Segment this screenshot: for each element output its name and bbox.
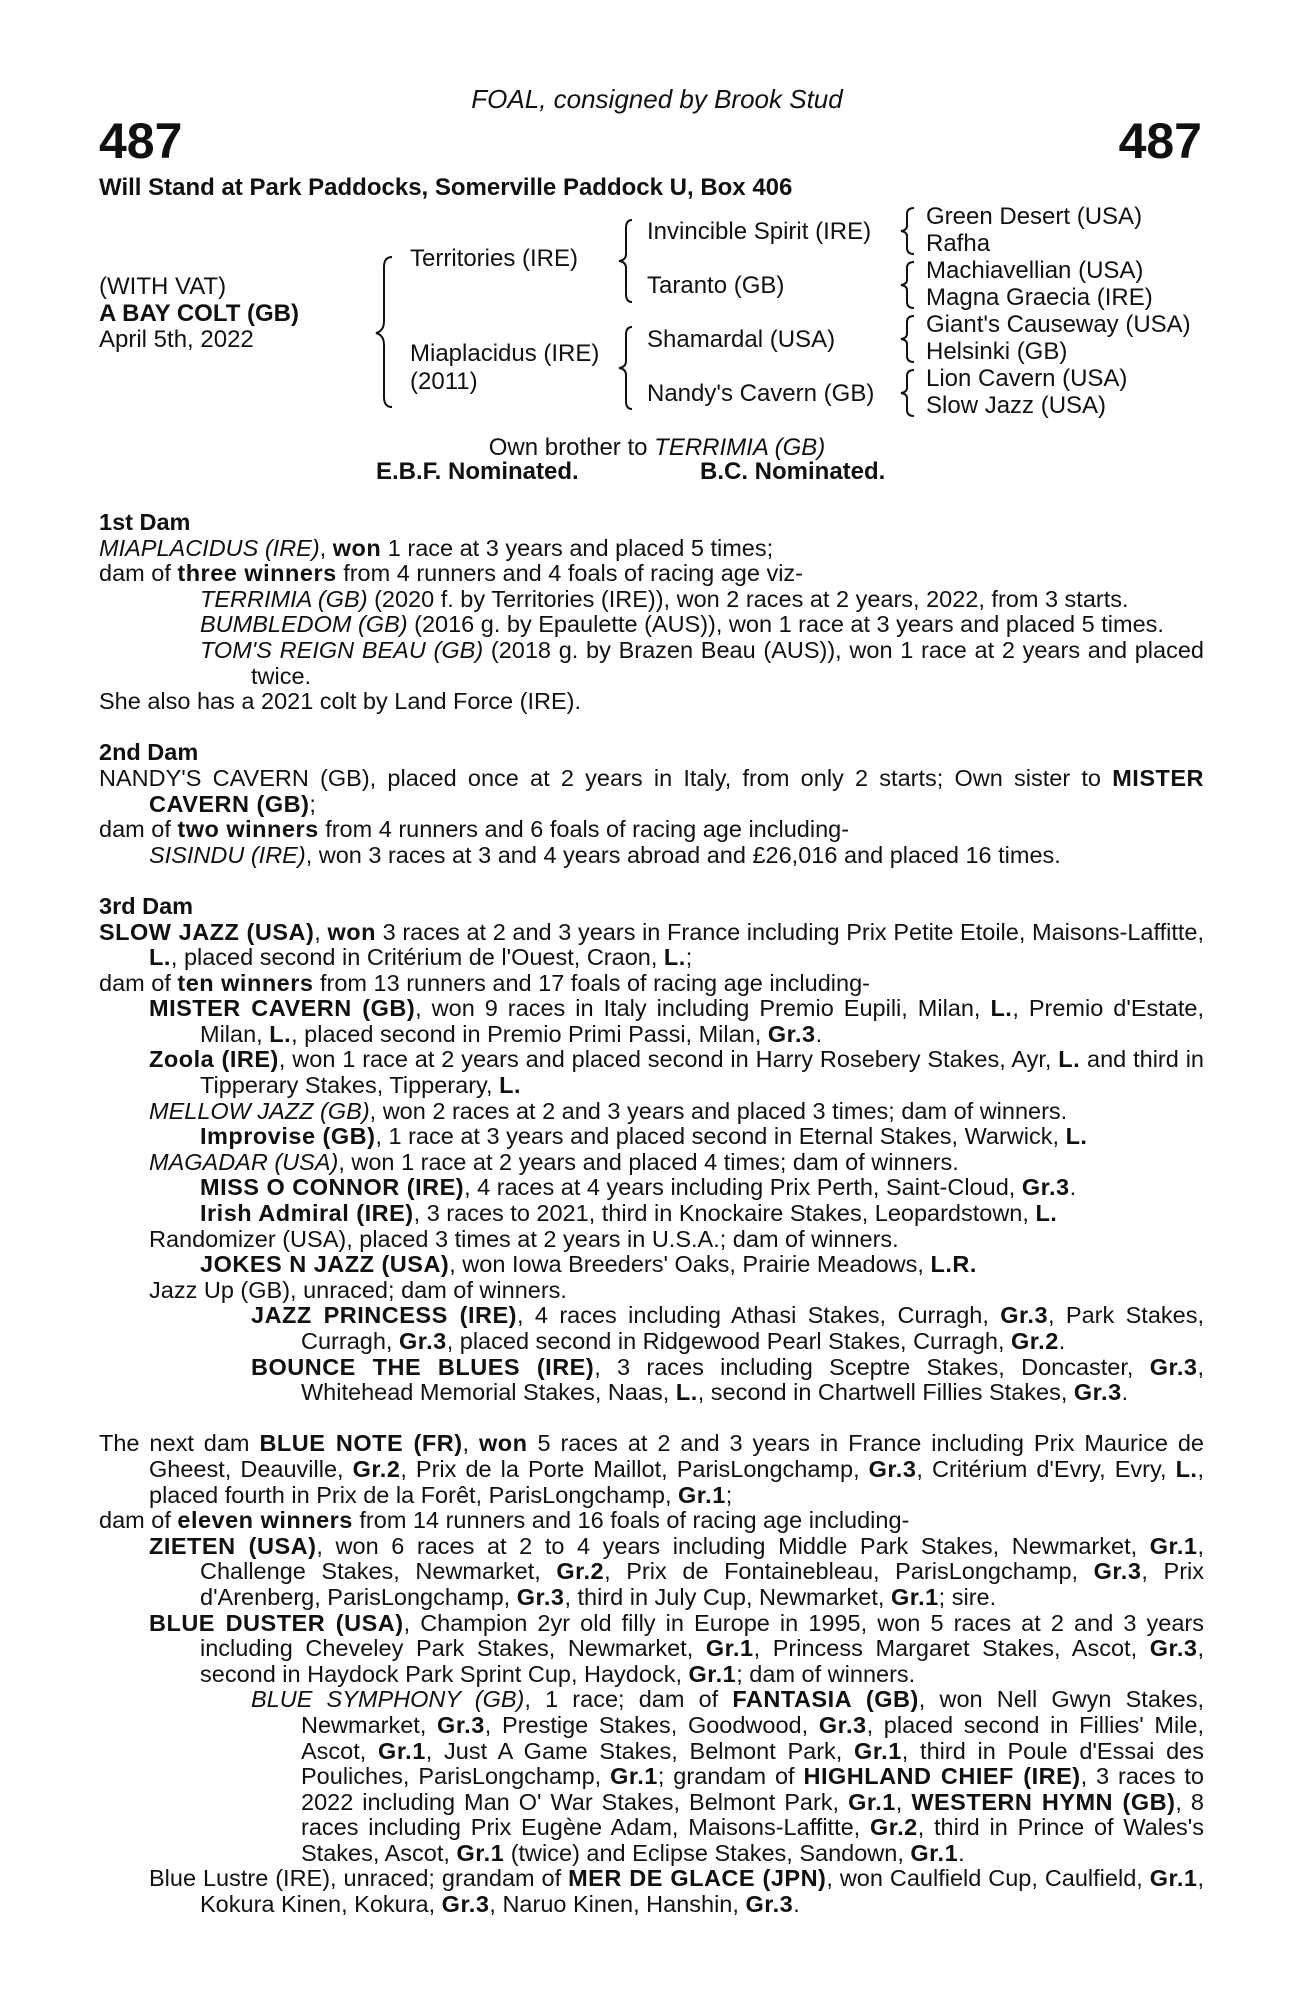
grand-produce-item: Improvise (GB), 1 race at 3 years and placed second in Eternal Stakes, Warwick, L. (200, 1123, 1088, 1150)
lot-title: A BAY COLT (GB) (99, 300, 300, 327)
produce-item: SISINDU (IRE), won 3 races at 3 and 4 years abroad and £26,016 and placed 16 times. (149, 841, 1061, 868)
brace-ss (898, 206, 922, 256)
grand-produce-item: Irish Admiral (IRE), 3 races to 2021, third in Knockaire Stakes, Leopardstown, L. (200, 1200, 1058, 1227)
vat-note: (WITH VAT) (99, 273, 227, 300)
third-dam-line: SLOW JAZZ (USA), won 3 races at 2 and 3 years in France including Prix Petite Etoile, Maisons-Laffitte, L., placed second in Critérium de l'Ouest, Craon, L.; (99, 918, 1204, 971)
next-dam-line: The next dam BLUE NOTE (FR), won 5 races at 2 and 3 years in France including Prix Maurice de Gheest, Deauville, Gr.2, Prix de la Porte Maillot, ParisLongchamp, Gr.3, Critérium d'Evry, Evry, L., placed fourth in Prix de la Forêt, ParisLongchamp, Gr.1; (99, 1430, 1204, 1508)
sire-sire: Invincible Spirit (IRE) (647, 218, 872, 245)
grand-produce-item: BOUNCE THE BLUES (IRE), 3 races including Sceptre Stakes, Doncaster, Gr.3, Whitehead Memorial Stakes, Naas, L., second in Chartwell Fillies Stakes, Gr.3. (251, 1353, 1204, 1406)
produce-item: Randomizer (USA), placed 3 times at 2 years in U.S.A.; dam of winners. (149, 1225, 899, 1252)
brace-dd (898, 368, 922, 418)
consignor-line: FOAL, consigned by Brook Stud (471, 84, 843, 114)
produce-item: Blue Lustre (IRE), unraced; grandam of MER DE GLACE (JPN), won Caulfield Cup, Caulfield, Gr.1, Kokura Kinen, Kokura, Gr.3, Naruo Kinen, Hanshin, Gr.3. (149, 1865, 1204, 1918)
first-dam-heading: 1st Dam (99, 509, 191, 535)
produce-item: BUMBLEDOM (GB) (2016 g. by Epaulette (AUS)), won 1 race at 3 years and placed 5 times. (200, 611, 1164, 638)
brace-dam (616, 325, 640, 411)
sire: Territories (IRE) (410, 245, 579, 272)
first-dam-produce-summary: dam of three winners from 4 runners and 4 foals of racing age viz- (99, 560, 803, 587)
own-brother-line: Own brother to TERRIMIA (GB) (488, 434, 826, 461)
dsd: Helsinki (GB) (926, 338, 1068, 365)
third-dam-produce-summary: dam of ten winners from 13 runners and 17 foals of racing age including- (99, 969, 870, 996)
produce-item: TERRIMIA (GB) (2020 f. by Territories (IRE)), won 2 races at 2 years, 2022, from 3 starts. (200, 585, 1129, 612)
second-dam-heading: 2nd Dam (99, 739, 199, 766)
next-dam-produce-summary: dam of eleven winners from 14 runners and 16 foals of racing age including- (99, 1507, 910, 1534)
brace-sire (616, 218, 640, 304)
produce-item: MAGADAR (USA), won 1 race at 2 years and placed 4 times; dam of winners. (149, 1148, 959, 1175)
stand-location: Will Stand at Park Paddocks, Somerville Paddock U, Box 406 (99, 174, 793, 201)
second-dam-produce-summary: dam of two winners from 4 runners and 6 foals of racing age including- (99, 816, 850, 843)
ddd: Slow Jazz (USA) (926, 392, 1107, 419)
sds: Machiavellian (USA) (926, 257, 1144, 284)
produce-item: MELLOW JAZZ (GB), won 2 races at 2 and 3 years and placed 3 times; dam of winners. (149, 1097, 1068, 1124)
produce-item: Jazz Up (GB), unraced; dam of winners. (149, 1276, 567, 1303)
first-dam-note: She also has a 2021 colt by Land Force (IRE). (99, 688, 582, 715)
dam-dam: Nandy's Cavern (GB) (647, 380, 875, 407)
dam-sire: Shamardal (USA) (647, 326, 836, 353)
grand-produce-item: MISS O CONNOR (IRE), 4 races at 4 years including Prix Perth, Saint-Cloud, Gr.3. (200, 1174, 1077, 1201)
brace-main (372, 255, 402, 410)
first-dam-line: MIAPLACIDUS (IRE), won 1 race at 3 years and placed 5 times; (99, 534, 774, 561)
lot-number-left: 487 (99, 113, 183, 169)
dam: Miaplacidus (IRE) (410, 340, 600, 367)
produce-item: TOM'S REIGN BEAU (GB) (2018 g. by Brazen Beau (AUS)), won 1 race at 2 years and placed twice. (200, 636, 1204, 689)
produce-item: ZIETEN (USA), won 6 races at 2 to 4 years including Middle Park Stakes, Newmarket, Gr.1, Challenge Stakes, Newmarket, Gr.2, Prix de Fontainebleau, ParisLongchamp, Gr.3, Prix d'Arenberg, ParisLongchamp, Gr.3, third in July Cup, Newmarket, Gr.1; sire. (149, 1532, 1204, 1610)
brace-ds (898, 314, 922, 364)
brace-sd (898, 260, 922, 310)
dss: Giant's Causeway (USA) (926, 311, 1191, 338)
third-dam-heading: 3rd Dam (99, 892, 194, 919)
grand-produce-item: JAZZ PRINCESS (IRE), 4 races including Athasi Stakes, Curragh, Gr.3, Park Stakes, Curragh, Gr.3, placed second in Ridgewood Pearl Stakes, Curragh, Gr.2. (251, 1302, 1204, 1354)
foaling-date: April 5th, 2022 (99, 326, 254, 353)
ssd: Rafha (926, 230, 991, 257)
sss: Green Desert (USA) (926, 203, 1143, 230)
second-dam-line: NANDY'S CAVERN (GB), placed once at 2 years in Italy, from only 2 starts; Own sister to MISTER CAVERN (GB); (99, 764, 1204, 817)
produce-item: MISTER CAVERN (GB), won 9 races in Italy including Premio Eupili, Milan, L., Premio d'Estate, Milan, L., placed second in Premio Primi Passi, Milan, Gr.3. (149, 995, 1204, 1047)
catalogue-body (99, 510, 1204, 1918)
lot-number-right: 487 (1118, 113, 1202, 169)
sdd: Magna Graecia (IRE) (926, 284, 1153, 311)
grand-produce-item: JOKES N JAZZ (USA), won Iowa Breeders' Oaks, Prairie Meadows, L.R. (200, 1251, 977, 1278)
sire-dam: Taranto (GB) (647, 272, 785, 299)
dds: Lion Cavern (USA) (926, 365, 1128, 392)
produce-item: Zoola (IRE), won 1 race at 2 years and placed second in Harry Rosebery Stakes, Ayr, L. and third in Tipperary Stakes, Tipperary, L. (149, 1046, 1204, 1099)
produce-item: BLUE DUSTER (USA), Champion 2yr old filly in Europe in 1995, won 5 races at 2 and 3 years including Cheveley Park Stakes, Newmarket, Gr.1, Princess Margaret Stakes, Ascot, Gr.3, second in Haydock Park Sprint Cup, Haydock, Gr.1; dam of winners. (149, 1609, 1204, 1687)
bc-nominated: B.C. Nominated. (700, 458, 886, 485)
grand-produce-item: BLUE SYMPHONY (GB), 1 race; dam of FANTASIA (GB), won Nell Gwyn Stakes, Newmarket, Gr.3, Prestige Stakes, Goodwood, Gr.3, placed second in Fillies' Mile, Ascot, Gr.1, Just A Game Stakes, Belmont Park, Gr.1, third in Poule d'Essai des Pouliches, ParisLongchamp, Gr.1; grandam of HIGHLAND CHIEF (IRE), 3 races to 2022 including Man O' War Stakes, Belmont Park, Gr.1, WESTERN HYMN (GB), 8 races including Prix Eugène Adam, Maisons-Laffitte, Gr.2, third in Prince of Wales's Stakes, Ascot, Gr.1 (twice) and Eclipse Stakes, Sandown, Gr.1. (251, 1686, 1205, 1866)
ebf-nominated: E.B.F. Nominated. (376, 458, 579, 485)
dam-year: (2011) (410, 368, 478, 395)
